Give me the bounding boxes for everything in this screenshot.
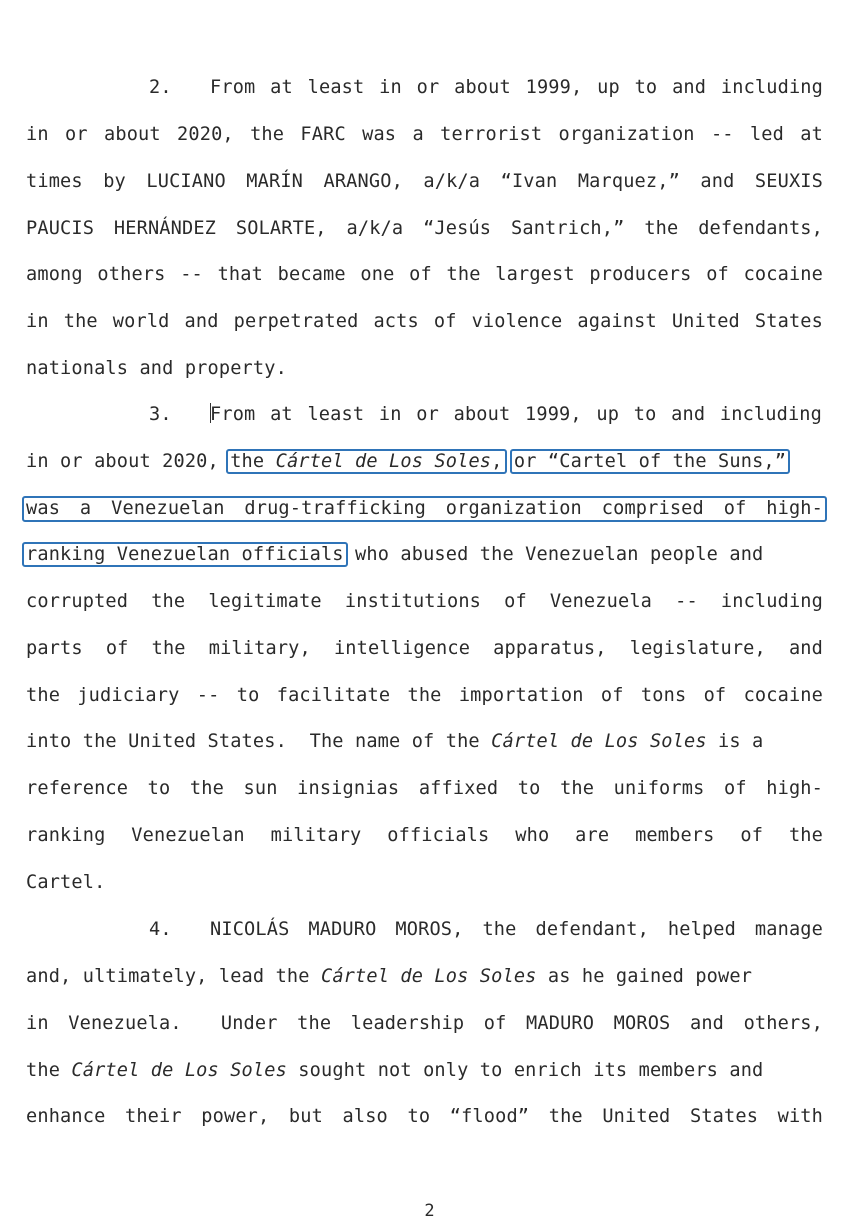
- paragraph-number: 2.: [149, 77, 172, 98]
- paragraph-3-line-2: in or about 2020, the Cártel de Los Soles, or “Cartel of the Suns,”: [26, 449, 823, 475]
- paragraph-2-line-5: among others -- that became one of the largest producers of cocaine: [26, 264, 823, 285]
- paragraph-4-line-3: in Venezuela. Under the leadership of MADURO MOROS and others,: [26, 1013, 823, 1034]
- paragraph-2-line-3: times by LUCIANO MARÍN ARANGO, a/k/a “Ivan Marquez,” and SEUXIS: [26, 171, 823, 192]
- paragraph-3-line-4: ranking Venezuelan officials who abused the Venezuelan people and: [26, 542, 823, 568]
- highlight-box-cartel-of-the-suns: or “Cartel of the Suns,”: [510, 449, 790, 474]
- paragraph-3-line-6: parts of the military, intelligence apparatus, legislature, and: [26, 638, 823, 659]
- paragraph-3-line-9: reference to the sun insignias affixed to the uniforms of high-: [26, 778, 823, 799]
- highlight-box-organization-description: was a Venezuelan drug-trafficking organization comprised of high-: [22, 496, 827, 522]
- paragraph-3-line-3: [26, 496, 823, 522]
- highlight-box-venezuelan-officials: ranking Venezuelan officials: [22, 542, 348, 567]
- paragraph-3-line-7: the judiciary -- to facilitate the importation of tons of cocaine: [26, 685, 823, 706]
- paragraph-3-line-8: into the United States. The name of the Cártel de Los Soles is a: [26, 731, 764, 752]
- paragraph-2-line-4: PAUCIS HERNÁNDEZ SOLARTE, a/k/a “Jesús Santrich,” the defendants,: [26, 218, 823, 239]
- paragraph-3-line-1: 3. From at least in or about 1999, up to and including: [149, 402, 823, 428]
- paragraph-4-line-5: enhance their power, but also to “flood” the United States with: [26, 1106, 823, 1127]
- paragraph-3-line-5: corrupted the legitimate institutions of Venezuela -- including: [26, 591, 823, 612]
- paragraph-4-line-4: the Cártel de Los Soles sought not only to enrich its members and: [26, 1060, 764, 1081]
- paragraph-2-line-6: in the world and perpetrated acts of violence against United States: [26, 311, 823, 332]
- paragraph-4-line-2: and, ultimately, lead the Cártel de Los Soles as he gained power: [26, 966, 753, 987]
- paragraph-2-line-1: 2. From at least in or about 1999, up to and including: [149, 75, 823, 101]
- highlight-box-cartel-name: the Cártel de Los Soles,: [226, 449, 506, 474]
- paragraph-2-line-7: nationals and property.: [26, 358, 287, 379]
- paragraph-2-line-2: in or about 2020, the FARC was a terrorist organization -- led at: [26, 124, 823, 145]
- paragraph-number: 4.: [149, 919, 172, 940]
- paragraph-3-line-10: ranking Venezuelan military officials who are members of the: [26, 825, 823, 846]
- page-number: 2: [424, 1201, 435, 1221]
- paragraph-4-line-1: 4. NICOLÁS MADURO MOROS, the defendant, helped manage: [149, 917, 823, 943]
- paragraph-number: 3.: [149, 404, 172, 425]
- paragraph-3-line-11: Cartel.: [26, 872, 106, 893]
